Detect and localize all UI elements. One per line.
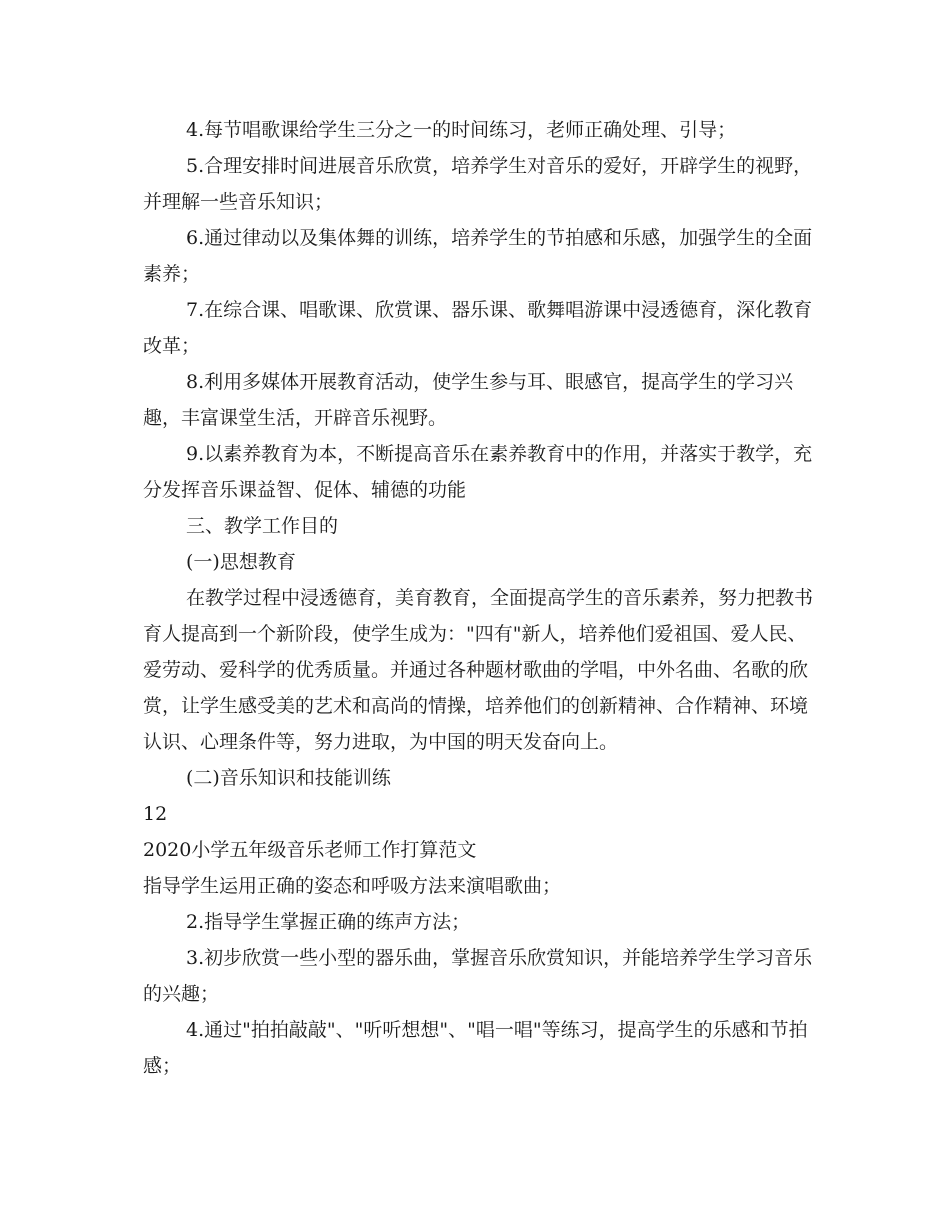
subsection-heading-ideological-education: (一)思想教育 xyxy=(186,551,296,573)
paragraph-item-9: 9.以素养教育为本，不断提高音乐在素养教育中的作用，并落实于教学，充分发挥音乐课益智、促体、辅德的功能 xyxy=(143,443,813,501)
running-header-title: 2020小学五年级音乐老师工作打算范文 xyxy=(143,839,477,861)
page-number: 12 xyxy=(143,803,168,825)
paragraph-item-3: 3.初步欣赏一些小型的器乐曲，掌握音乐欣赏知识，并能培养学生学习音乐的兴趣； xyxy=(143,947,813,1005)
paragraph-item-4b: 4.通过"拍拍敲敲"、"听听想想"、"唱一唱"等练习，提高学生的乐感和节拍感； xyxy=(143,1019,808,1077)
document-body xyxy=(143,112,823,1084)
subsection-heading-music-skills: (二)音乐知识和技能训练 xyxy=(186,767,391,789)
paragraph-item-2: 2.指导学生掌握正确的练声方法； xyxy=(186,911,471,933)
paragraph-item-7: 7.在综合课、唱歌课、欣赏课、器乐课、歌舞唱游课中浸透德育，深化教育改革； xyxy=(143,299,813,357)
paragraph-item-4: 4.每节唱歌课给学生三分之一的时间练习，老师正确处理、引导； xyxy=(186,119,737,141)
paragraph-singing-posture: 指导学生运用正确的姿态和呼吸方法来演唱歌曲； xyxy=(143,875,562,897)
paragraph-item-6: 6.通过律动以及集体舞的训练，培养学生的节拍感和乐感，加强学生的全面素养； xyxy=(143,227,813,285)
paragraph-ideological-education: 在教学过程中浸透德育，美育教育，全面提高学生的音乐素养，努力把教书育人提高到一个新阶段，使学生成为："四有"新人，培养他们爱祖国、爱人民、爱劳动、爱科学的优秀质量。并通过各种题材歌曲的学唱，中外名曲、名歌的欣赏，让学生感受美的艺术和高尚的情操，培养他们的创新精神、合作精神、环境认识、心理条件等，努力进取，为中国的明天发奋向上。 xyxy=(143,587,814,753)
paragraph-item-8: 8.利用多媒体开展教育活动，使学生参与耳、眼感官，提高学生的学习兴趣，丰富课堂生活，开辟音乐视野。 xyxy=(143,371,794,429)
paragraph-item-5: 5.合理安排时间进展音乐欣赏，培养学生对音乐的爱好，开辟学生的视野，并理解一些音乐知识； xyxy=(143,155,813,213)
section-heading-teaching-goals: 三、教学工作目的 xyxy=(186,515,339,537)
